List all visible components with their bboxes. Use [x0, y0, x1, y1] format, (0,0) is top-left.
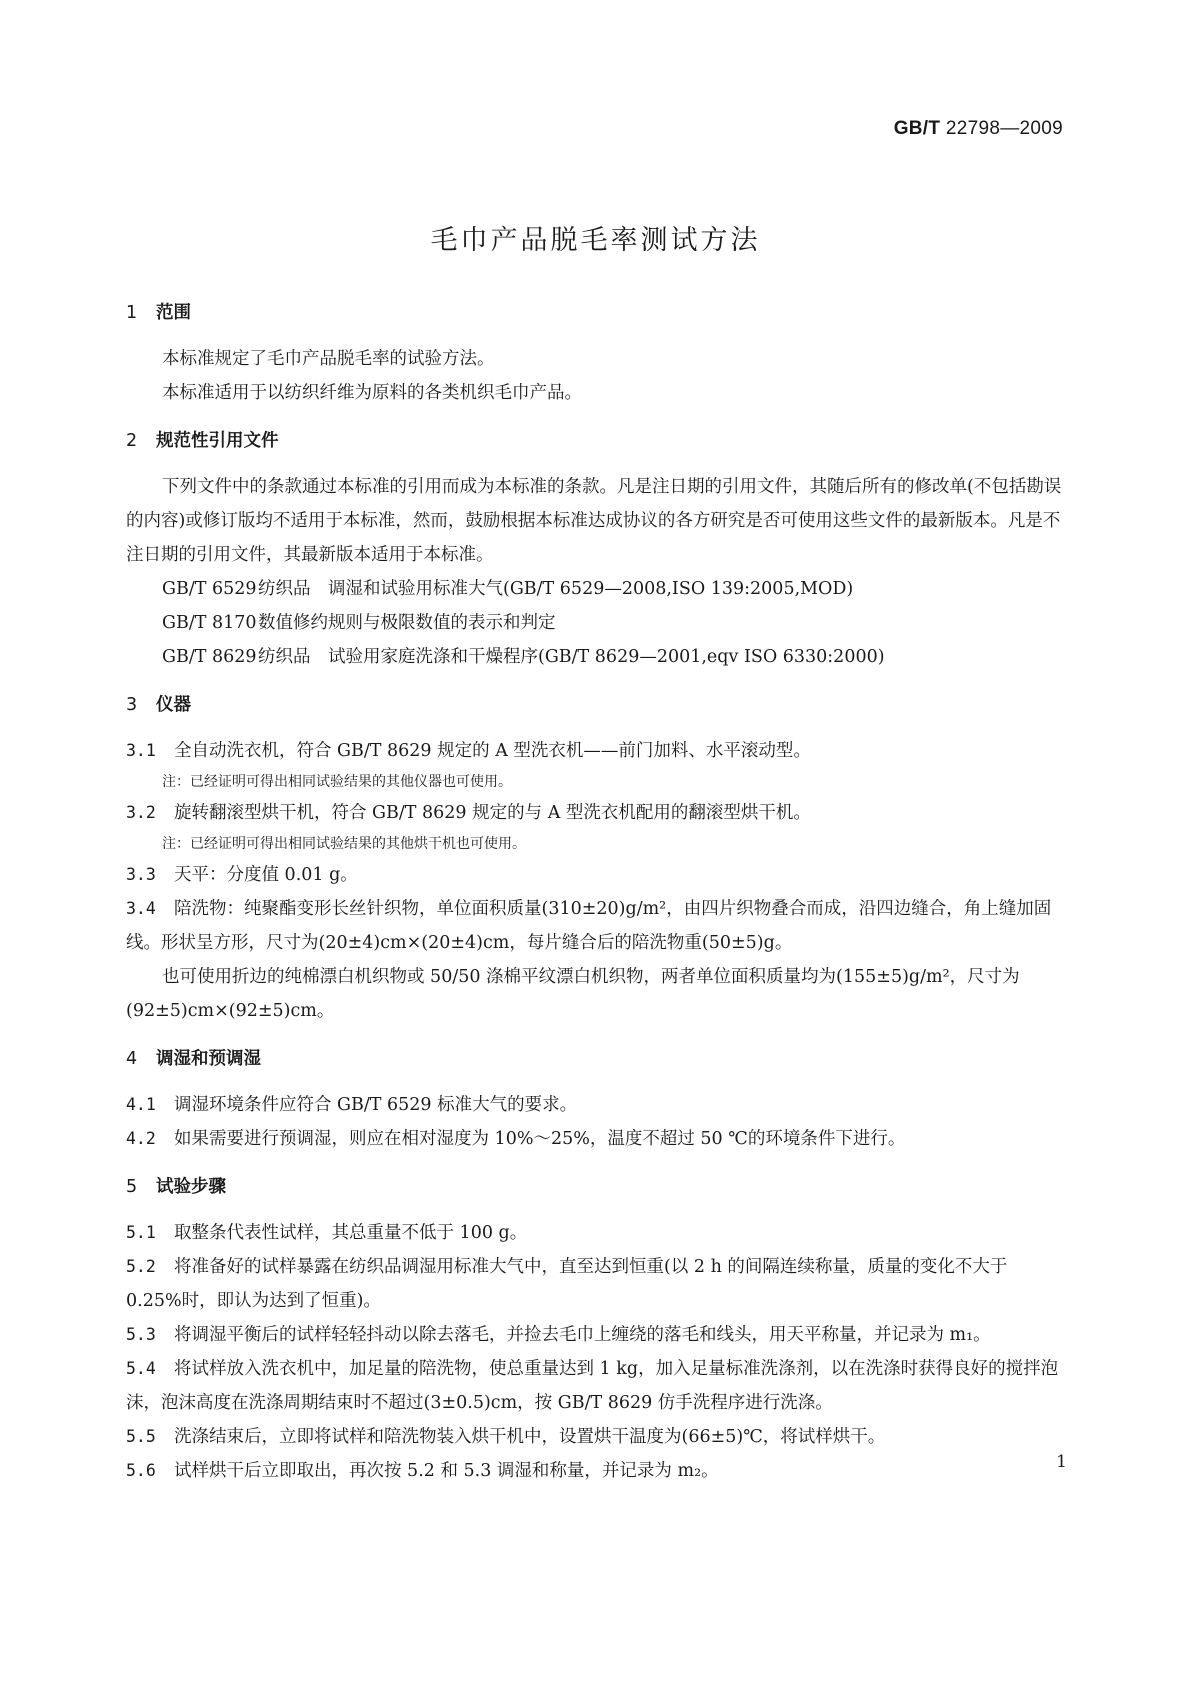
document-body	[126, 296, 1066, 1488]
paragraph: 也可使用折边的纯棉漂白机织物或 50/50 涤棉平纹漂白机织物，两者单位面积质量均为(155±5)g/m²，尺寸为(92±5)cm×(92±5)cm。	[126, 967, 1020, 1021]
standard-number: 22798—2009	[945, 118, 1063, 139]
paragraph: 本标准适用于以纺织纤维为原料的各类机织毛巾产品。	[162, 383, 582, 403]
section-heading-2: 2 规范性引用文件	[126, 431, 279, 451]
standard-prefix: GB/T	[893, 118, 941, 139]
clause: 3.1 全自动洗衣机，符合 GB/T 8629 规定的 A 型洗衣机——前门加料、水平滚动型。	[126, 741, 811, 761]
note: 注：已经证明可得出相同试验结果的其他烘干机也可使用。	[162, 836, 526, 852]
section-heading-1: 1 范围	[126, 303, 191, 323]
reference-item: GB/T 8170数值修约规则与极限数值的表示和判定	[162, 613, 556, 633]
section-heading-4: 4 调湿和预调湿	[126, 1049, 261, 1069]
clause: 5.5 洗涤结束后，立即将试样和陪洗物装入烘干机中，设置烘干温度为(66±5)℃，将试样烘干。	[126, 1427, 886, 1447]
note: 注：已经证明可得出相同试验结果的其他仪器也可使用。	[162, 774, 512, 790]
paragraph: 下列文件中的条款通过本标准的引用而成为本标准的条款。凡是注日期的引用文件，其随后所有的修改单(不包括勘误的内容)或修订版均不适用于本标准，然而，鼓励根据本标准达成协议的各方研究是否可使用这些文件的最新版本。凡是不注日期的引用文件，其最新版本适用于本标准。	[126, 477, 1062, 565]
page-number: 1	[1056, 1452, 1067, 1472]
reference-item: GB/T 8629纺织品 试验用家庭洗涤和干燥程序(GB/T 8629—2001,eqv ISO 6330:2000)	[162, 647, 885, 667]
clause: 5.2 将准备好的试样暴露在纺织品调湿用标准大气中，直至达到恒重(以 2 h 的间隔连续称量，质量的变化不大于 0.25%时，即认为达到了恒重)。	[126, 1257, 1008, 1311]
clause: 3.2 旋转翻滚型烘干机，符合 GB/T 8629 规定的与 A 型洗衣机配用的翻滚型烘干机。	[126, 803, 811, 823]
section-heading-3: 3 仪器	[126, 695, 191, 715]
clause: 5.1 取整条代表性试样，其总重量不低于 100 g。	[126, 1223, 528, 1243]
standard-code	[894, 118, 1063, 140]
paragraph: 本标准规定了毛巾产品脱毛率的试验方法。	[162, 349, 495, 369]
clause: 4.1 调湿环境条件应符合 GB/T 6529 标准大气的要求。	[126, 1095, 578, 1115]
section-heading-5: 5 试验步骤	[126, 1177, 226, 1197]
clause: 4.2 如果需要进行预调湿，则应在相对湿度为 10%～25%，温度不超过 50 ℃的环境条件下进行。	[126, 1129, 906, 1149]
reference-list	[126, 572, 1066, 674]
clause: 3.4 陪洗物：纯聚酯变形长丝针织物，单位面积质量(310±20)g/m²，由四片织物叠合而成，沿四边缝合，角上缝加固线。形状呈方形，尺寸为(20±4)cm×(20±4)cm，每片缝合后的陪洗物重(50±5)g。	[126, 899, 1052, 953]
clause: 5.4 将试样放入洗衣机中，加足量的陪洗物，使总重量达到 1 kg，加入足量标准洗涤剂，以在洗涤时获得良好的搅拌泡沫，泡沫高度在洗涤周期结束时不超过(3±0.5)cm，按 GB/T 8629 仿手洗程序进行洗涤。	[126, 1359, 1059, 1413]
document-title: 毛巾产品脱毛率测试方法	[430, 225, 761, 256]
reference-item: GB/T 6529纺织品 调湿和试验用标准大气(GB/T 6529—2008,ISO 139:2005,MOD)	[162, 579, 854, 599]
clause: 3.3 天平：分度值 0.01 g。	[126, 865, 358, 885]
clause: 5.6 试样烘干后立即取出，再次按 5.2 和 5.3 调湿和称量，并记录为 m₂。	[126, 1461, 719, 1481]
clause: 5.3 将调湿平衡后的试样轻轻抖动以除去落毛，并捡去毛巾上缠绕的落毛和线头，用天平称量，并记录为 m₁。	[126, 1325, 991, 1345]
